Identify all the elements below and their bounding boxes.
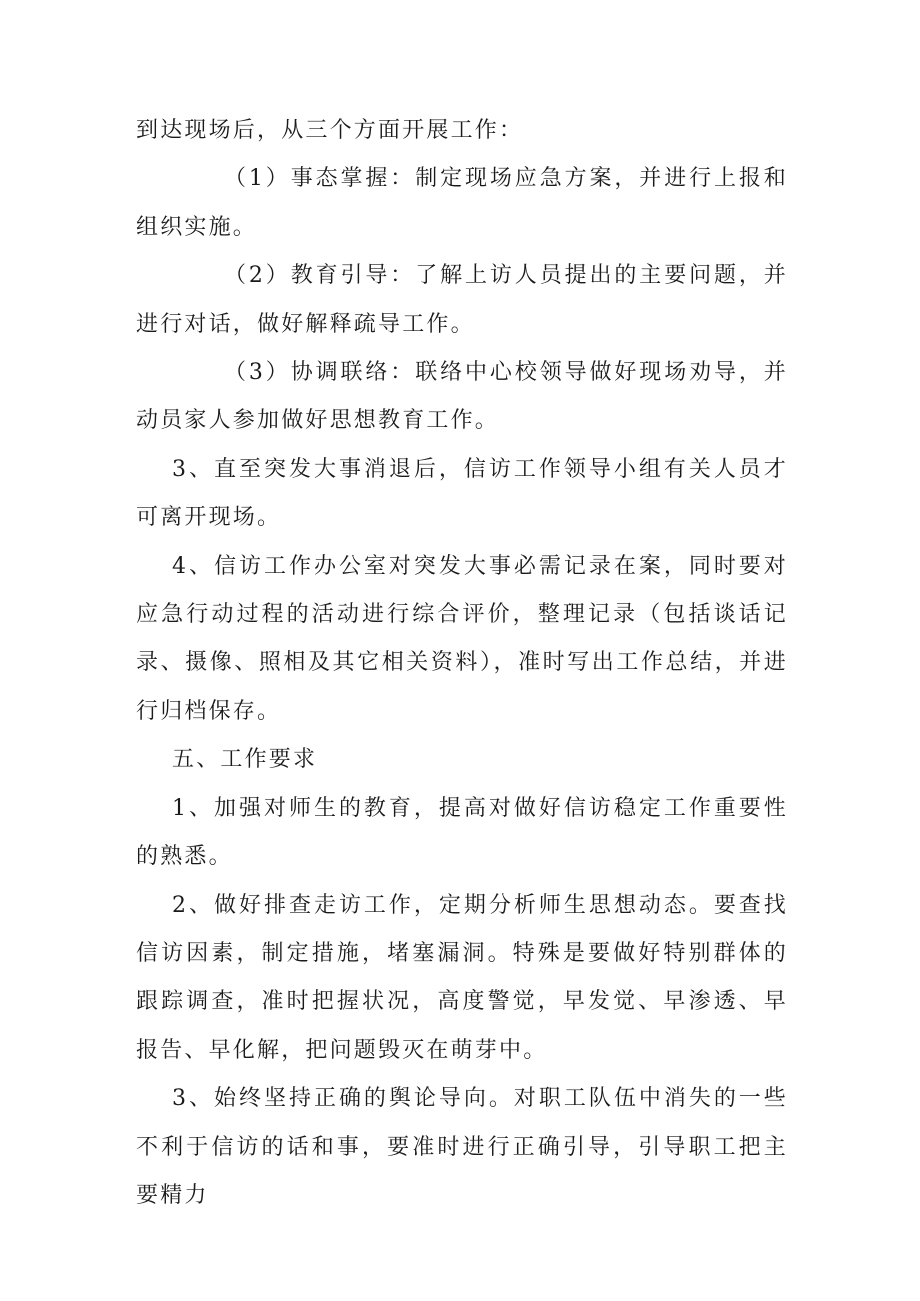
paragraph-arrival: 到达现场后，从三个方面开展工作： — [136, 118, 524, 143]
paragraph-point-3: 3、直至突发大事消退后，信访工作领导小组有关人员才可离开现场。 — [136, 456, 788, 531]
document-body — [136, 107, 788, 1220]
paragraph-item-3: （3）协调联络：联络中心校领导做好现场劝导，并动员家人参加做好思想教育工作。 — [136, 360, 788, 434]
section-heading-work-requirements: 五、工作要求 — [172, 747, 318, 773]
paragraph-requirement-1: 1、加强对师生的教育，提高对做好信访稳定工作重要性的熟悉。 — [136, 795, 788, 870]
paragraph-item-1: （1）事态掌握：制定现场应急方案，并进行上报和组织实施。 — [136, 166, 788, 240]
paragraph-requirement-2: 2、做好排查走访工作，定期分析师生思想动态。要查找信访因素，制定措施，堵塞漏洞。特殊是要做好特别群体的跟踪调查，准时把握状况，高度警觉，早发觉、早渗透、早报告、早化解，把问题毁灭在萌芽中。 — [136, 892, 788, 1063]
paragraph-item-2: （2）教育引导：了解上访人员提出的主要问题，并进行对话，做好解释疏导工作。 — [136, 263, 788, 337]
paragraph-point-4: 4、信访工作办公室对突发大事必需记录在案，同时要对应急行动过程的活动进行综合评价，整理记录（包括谈话记录、摄像、照相及其它相关资料），准时写出工作总结，并进行归档保存。 — [136, 553, 788, 724]
paragraph-requirement-3: 3、始终坚持正确的舆论导向。对职工队伍中消失的一些不利于信访的话和事，要准时进行正确引导，引导职工把主要精力 — [136, 1086, 788, 1208]
